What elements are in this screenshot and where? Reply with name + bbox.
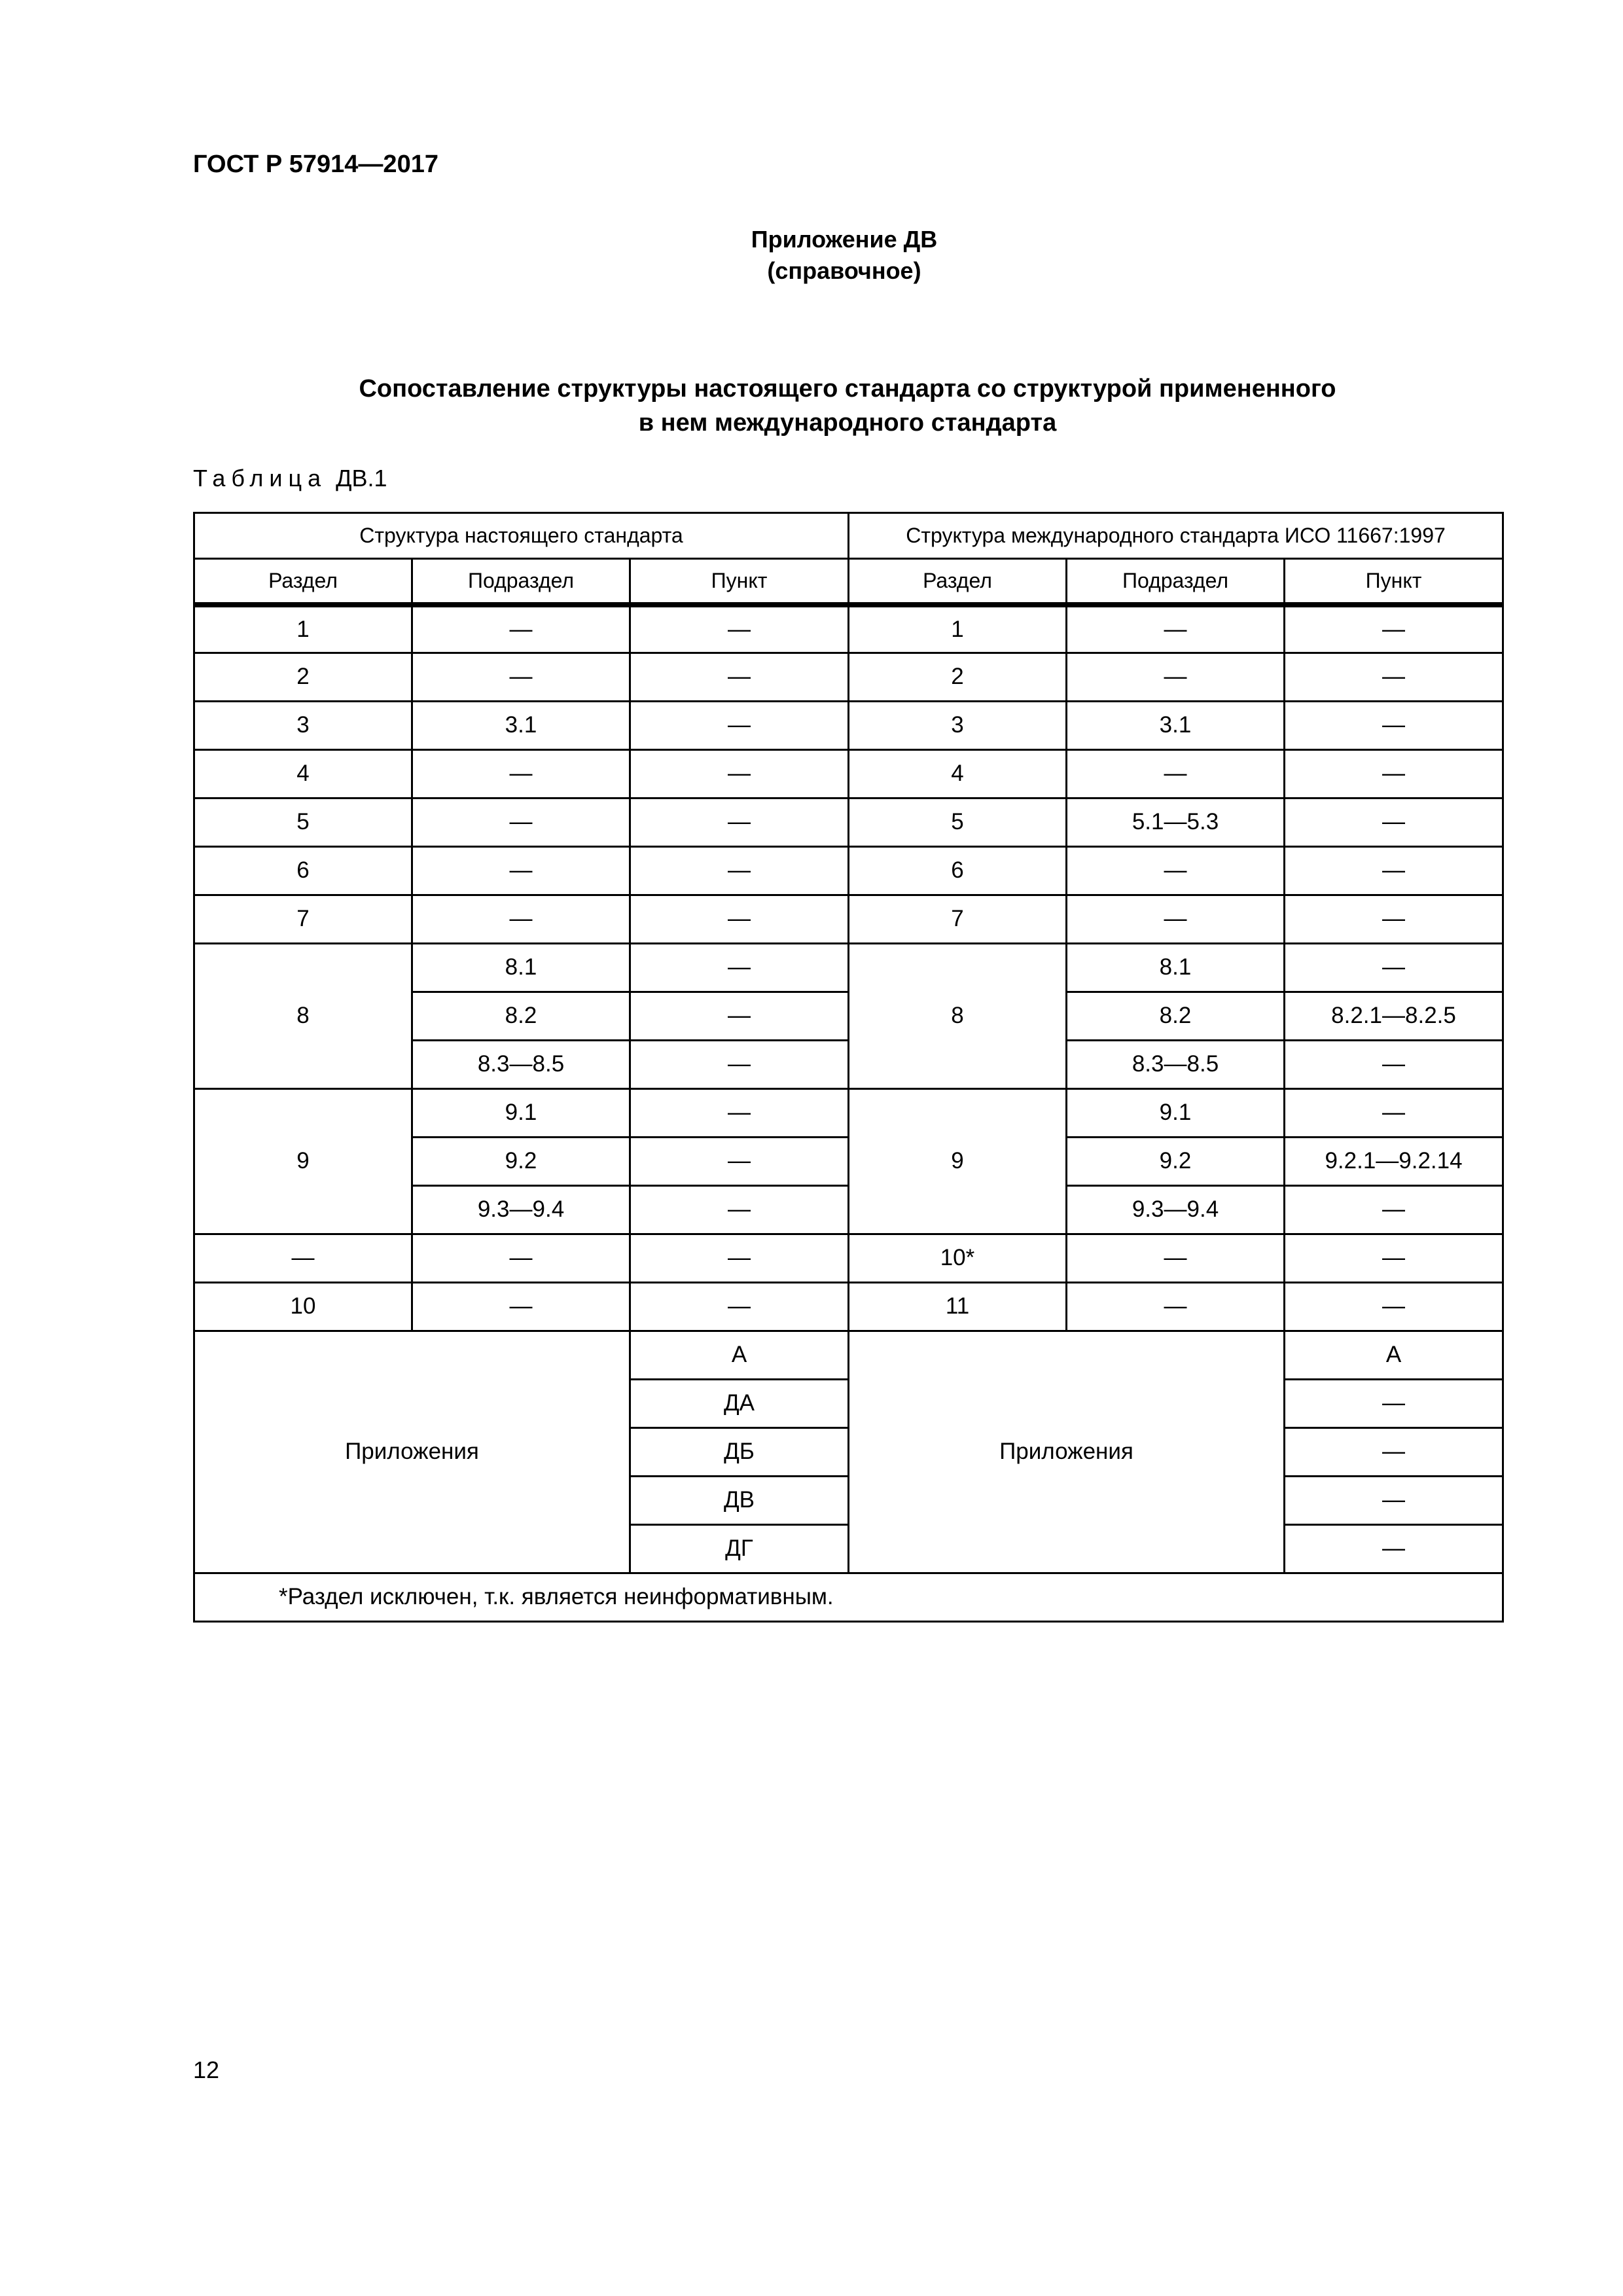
table-cell: 3.1 xyxy=(412,702,630,750)
table-cell: — xyxy=(1285,1041,1503,1089)
appendices-label-national: Приложения xyxy=(194,1331,630,1573)
table-cell: 9.1 xyxy=(1067,1089,1285,1138)
table-cell: — xyxy=(630,895,849,944)
table-cell: — xyxy=(630,1089,849,1138)
table-cell: — xyxy=(1285,944,1503,992)
column-header-row xyxy=(194,559,1503,605)
table-row xyxy=(194,895,1503,944)
table-cell: — xyxy=(412,895,630,944)
table-cell: 4 xyxy=(849,750,1067,798)
table-row xyxy=(194,1089,1503,1138)
table-cell: — xyxy=(1285,1380,1503,1428)
appendices-label-international: Приложения xyxy=(849,1331,1285,1573)
table-cell: — xyxy=(1067,1283,1285,1331)
table-row xyxy=(194,847,1503,895)
table-row xyxy=(194,653,1503,702)
footnote-row xyxy=(194,1573,1503,1622)
table-cell: 8.2.1—8.2.5 xyxy=(1285,992,1503,1041)
column-header: Пункт xyxy=(630,559,849,605)
table-cell: — xyxy=(1285,1477,1503,1525)
table-cell: 1 xyxy=(194,605,412,653)
table-cell: — xyxy=(630,1283,849,1331)
table-cell: 7 xyxy=(194,895,412,944)
table-cell: — xyxy=(1285,1428,1503,1477)
table-cell: ДА xyxy=(630,1380,849,1428)
table-cell: — xyxy=(630,944,849,992)
group-header-row xyxy=(194,513,1503,559)
appendix-title xyxy=(0,224,1623,287)
group-header-international: Структура международного стандарта ИСО 11667:1997 xyxy=(849,513,1503,559)
table-cell: 9.1 xyxy=(412,1089,630,1138)
document-code: ГОСТ Р 57914—2017 xyxy=(193,151,438,178)
table-cell: — xyxy=(1285,798,1503,847)
table-cell: 8.1 xyxy=(1067,944,1285,992)
table-row xyxy=(194,1283,1503,1331)
table-cell: ДБ xyxy=(630,1428,849,1477)
table-cell: — xyxy=(1285,847,1503,895)
table-cell: 2 xyxy=(849,653,1067,702)
table-cell: 1 xyxy=(849,605,1067,653)
table-caption-label: Таблица xyxy=(193,465,327,492)
table-cell: — xyxy=(412,750,630,798)
table-cell: — xyxy=(1285,1283,1503,1331)
table-cell: 8.2 xyxy=(412,992,630,1041)
table-cell: 8.2 xyxy=(1067,992,1285,1041)
table-cell: — xyxy=(1067,1234,1285,1283)
table-cell: — xyxy=(630,653,849,702)
table-cell: — xyxy=(630,1186,849,1234)
appendix-heading xyxy=(193,372,1502,440)
table-cell: 5.1—5.3 xyxy=(1067,798,1285,847)
table-cell: 4 xyxy=(194,750,412,798)
table-row xyxy=(194,750,1503,798)
table-row xyxy=(194,1234,1503,1283)
table-cell: — xyxy=(1067,847,1285,895)
heading-line-2: в нем международного стандарта xyxy=(638,409,1057,437)
table-cell: 10* xyxy=(849,1234,1067,1283)
table-cell: — xyxy=(1285,750,1503,798)
table-cell: — xyxy=(1285,702,1503,750)
table-cell: — xyxy=(630,798,849,847)
table-cell: 10 xyxy=(194,1283,412,1331)
merged-section-cell: 8 xyxy=(194,944,412,1089)
table-cell: — xyxy=(1067,750,1285,798)
table-caption xyxy=(193,465,387,492)
table-row xyxy=(194,798,1503,847)
column-header: Подраздел xyxy=(1067,559,1285,605)
table-cell: — xyxy=(1285,1186,1503,1234)
table-cell: — xyxy=(412,605,630,653)
table-cell: — xyxy=(1067,895,1285,944)
table-row xyxy=(194,702,1503,750)
column-header: Раздел xyxy=(194,559,412,605)
table-cell: — xyxy=(630,605,849,653)
merged-section-cell: 8 xyxy=(849,944,1067,1089)
heading-line-1: Сопоставление структуры настоящего стандарта со структурой примененного xyxy=(359,375,1336,403)
table-cell: — xyxy=(412,1283,630,1331)
appendix-name: Приложение ДВ xyxy=(751,226,938,253)
table-cell: — xyxy=(412,653,630,702)
column-header: Пункт xyxy=(1285,559,1503,605)
table-footnote: *Раздел исключен, т.к. является неинформативным. xyxy=(194,1573,1503,1622)
table-cell: 8.3—8.5 xyxy=(1067,1041,1285,1089)
table-cell: 9.2.1—9.2.14 xyxy=(1285,1138,1503,1186)
group-header-national: Структура настоящего стандарта xyxy=(194,513,849,559)
table-cell: — xyxy=(630,992,849,1041)
table-cell: 8.1 xyxy=(412,944,630,992)
table-cell: 3 xyxy=(849,702,1067,750)
table-cell: — xyxy=(1067,605,1285,653)
table-cell: — xyxy=(630,1138,849,1186)
column-header: Подраздел xyxy=(412,559,630,605)
table-cell: ДГ xyxy=(630,1525,849,1573)
table-row xyxy=(194,944,1503,992)
table-cell: ДВ xyxy=(630,1477,849,1525)
table-cell: — xyxy=(1067,653,1285,702)
table-cell: 2 xyxy=(194,653,412,702)
table-cell: — xyxy=(194,1234,412,1283)
column-header: Раздел xyxy=(849,559,1067,605)
table-cell: — xyxy=(630,847,849,895)
table-cell: А xyxy=(630,1331,849,1380)
table-cell: — xyxy=(630,702,849,750)
table-cell: — xyxy=(1285,1525,1503,1573)
table-cell: — xyxy=(630,750,849,798)
structure-comparison-table xyxy=(193,512,1504,1623)
table-cell: 6 xyxy=(849,847,1067,895)
page-number: 12 xyxy=(193,2056,220,2083)
table-cell: 9.2 xyxy=(1067,1138,1285,1186)
table-cell: 3 xyxy=(194,702,412,750)
table-cell: А xyxy=(1285,1331,1503,1380)
merged-section-cell: 9 xyxy=(849,1089,1067,1234)
table-cell: 8.3—8.5 xyxy=(412,1041,630,1089)
table-row xyxy=(194,1331,1503,1380)
table-cell: — xyxy=(630,1234,849,1283)
table-cell: 11 xyxy=(849,1283,1067,1331)
table-cell: — xyxy=(1285,605,1503,653)
table-row xyxy=(194,605,1503,653)
appendix-type: (справочное) xyxy=(767,257,921,284)
table-cell: — xyxy=(1285,895,1503,944)
table-cell: 7 xyxy=(849,895,1067,944)
table-cell: 6 xyxy=(194,847,412,895)
table-cell: 3.1 xyxy=(1067,702,1285,750)
table-cell: — xyxy=(1285,653,1503,702)
table-cell: — xyxy=(630,1041,849,1089)
table-cell: 9.3—9.4 xyxy=(1067,1186,1285,1234)
table-cell: 9.3—9.4 xyxy=(412,1186,630,1234)
table-caption-number: ДВ.1 xyxy=(336,465,387,492)
table-cell: — xyxy=(412,1234,630,1283)
table-cell: 5 xyxy=(849,798,1067,847)
table-cell: 5 xyxy=(194,798,412,847)
table-cell: — xyxy=(1285,1089,1503,1138)
table-cell: — xyxy=(412,847,630,895)
table-cell: — xyxy=(1285,1234,1503,1283)
table-cell: — xyxy=(412,798,630,847)
merged-section-cell: 9 xyxy=(194,1089,412,1234)
table-cell: 9.2 xyxy=(412,1138,630,1186)
